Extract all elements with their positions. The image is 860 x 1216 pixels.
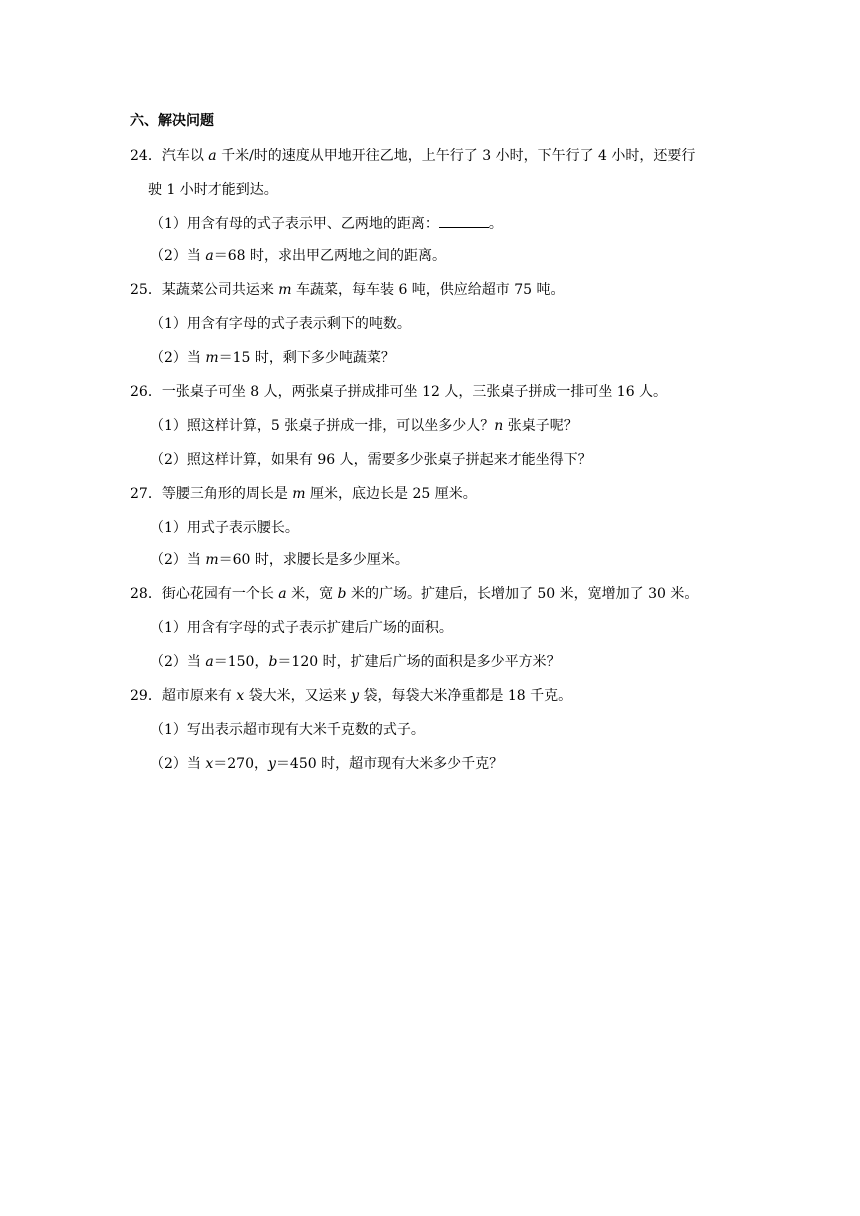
question-27-line-1: 27．等腰三角形的周长是 m 厘米，底边长是 25 厘米。 <box>130 486 477 502</box>
question-28-part-1: （1）用含有字母的式子表示扩建后广场的面积。 <box>150 620 453 636</box>
question-29-part-2: （2）当 x＝270，y＝450 时，超市现有大米多少千克？ <box>150 756 504 772</box>
section-title: 六、解决问题 <box>130 113 214 129</box>
question-25-line-1: 25．某蔬菜公司共运来 m 车蔬菜，每车装 6 吨，供应给超市 75 吨。 <box>130 282 565 298</box>
variable-a: a <box>208 148 217 164</box>
question-26-part-1: （1）照这样计算，5 张桌子拼成一排，可以坐多少人？n 张桌子呢？ <box>150 418 578 434</box>
question-29-line-1: 29．超市原来有 x 袋大米，又运来 y 袋，每袋大米净重都是 18 千克。 <box>130 688 573 704</box>
question-24-line-1: 24．汽车以 a 千米/时的速度从甲地开往乙地，上午行了 3 小时，下午行了 4 小时，还要行 <box>130 148 696 164</box>
question-29-part-1: （1）写出表示超市现有大米千克数的式子。 <box>150 722 425 738</box>
question-24-part-1: （1）用含有母的式子表示甲、乙两地的距离： 。 <box>150 216 503 232</box>
question-28-line-1: 28．街心花园有一个长 a 米，宽 b 米的广场。扩建后，长增加了 50 米，宽增加了 30 米。 <box>130 586 699 602</box>
question-24-part-2: （2）当 a＝68 时，求出甲乙两地之间的距离。 <box>150 248 446 264</box>
answer-blank[interactable] <box>439 215 489 228</box>
question-25-part-1: （1）用含有字母的式子表示剩下的吨数。 <box>150 316 411 332</box>
question-26-part-2: （2）照这样计算，如果有 96 人，需要多少张桌子拼起来才能坐得下？ <box>150 452 592 468</box>
question-27-part-1: （1）用式子表示腰长。 <box>150 520 299 536</box>
question-25-part-2: （2）当 m＝15 时，剩下多少吨蔬菜？ <box>150 350 395 366</box>
question-24-line-2: 驶 1 小时才能到达。 <box>148 182 278 198</box>
question-28-part-2: （2）当 a＝150，b＝120 时，扩建后广场的面积是多少平方米？ <box>150 654 561 670</box>
question-26-line-1: 26．一张桌子可坐 8 人，两张桌子拼成排可坐 12 人，三张桌子拼成一排可坐 16 人。 <box>130 384 668 400</box>
question-27-part-2: （2）当 m＝60 时，求腰长是多少厘米。 <box>150 552 409 568</box>
